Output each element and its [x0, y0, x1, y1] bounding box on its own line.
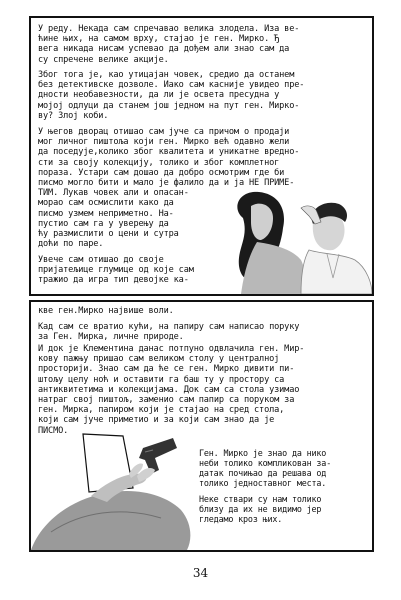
caption-paragraph-1: У реду. Некада сам спречавао велика злодела. Иза ве- ћине њих, на самом врху, стајао је ген. Мирко. Ђ вега никада нисам успевао да дођем али знао сам да су спречене велике акције.: [38, 24, 300, 65]
caption-paragraph-4: Увече сам отишао до своје пријатељице глумице од које сам тражио да игра тип девојке ка-: [38, 255, 194, 286]
caption-paragraph-2: Због тога је, као утицајан човек, средио да останем без детективске дозволе. Иако сам касније увидео пре- дности необавезности, да ли је освета пресудна у мојој одлуци да станем још једном на пут ген. Мирко- ву? Злој коби.: [38, 70, 305, 121]
caption-inset-1: Ген. Мирко је знао да нико неби толико компликован за- датак почињао да решава од толико једноставног места.: [199, 448, 332, 488]
caption-continuation: кве ген.Мирко највише воли.: [38, 306, 174, 316]
comic-panel-bottom: [29, 300, 374, 552]
caption-inset-2: Неке ствари су нам толико близу да их не видимо јер гледамо кроз њих.: [199, 494, 322, 524]
comic-panel-top: [29, 16, 374, 296]
page-number: 34: [192, 566, 209, 580]
paper-gun-hand-illustration: [31, 422, 201, 550]
caption-paragraph-3: У његов дворац отишао сам јуче са причом о продаји мог личног пиштоља који ген. Мирко већ одавно жели да поседује,колико због квалитета и уникатне вредно- сти за своју колекцију, толико и због комплетног пораза. Устари сам дошао да добро осмотрим где би писмо могло бити и мало је фалило да и ја НЕ ПРИМЕ- ТИМ. Лукав човек али и опасан- морао сам осмислити како да писмо узмем неприметно. На- пустио сам га у уверењу да ћу размислити о цени и сутра доћи по паре.: [38, 127, 300, 250]
couple-illustration: [221, 188, 372, 294]
caption-paragraph-5: Кад сам се вратио кући, на папиру сам написао поруку за Ген. Мирка, личне природе.: [38, 322, 300, 343]
caption-paragraph-6: И док је Клементина данас потпуно одвлачила ген. Мир- кову пажњу пришао сам великом столу у централној просторији. Знао сам да ће се ген. Мирко дивити пи- штољу целу ноћ и оставити га баш ту у простору са антиквитетима и колекцијама. Док сам са стола узимао натраг свој пиштољ, заменио сам папир са поруком за ген. Мирка, папиром који је стајао на сред стола, који сам јуче приметио и за који сам знао да је ПИСМО.: [38, 344, 305, 436]
